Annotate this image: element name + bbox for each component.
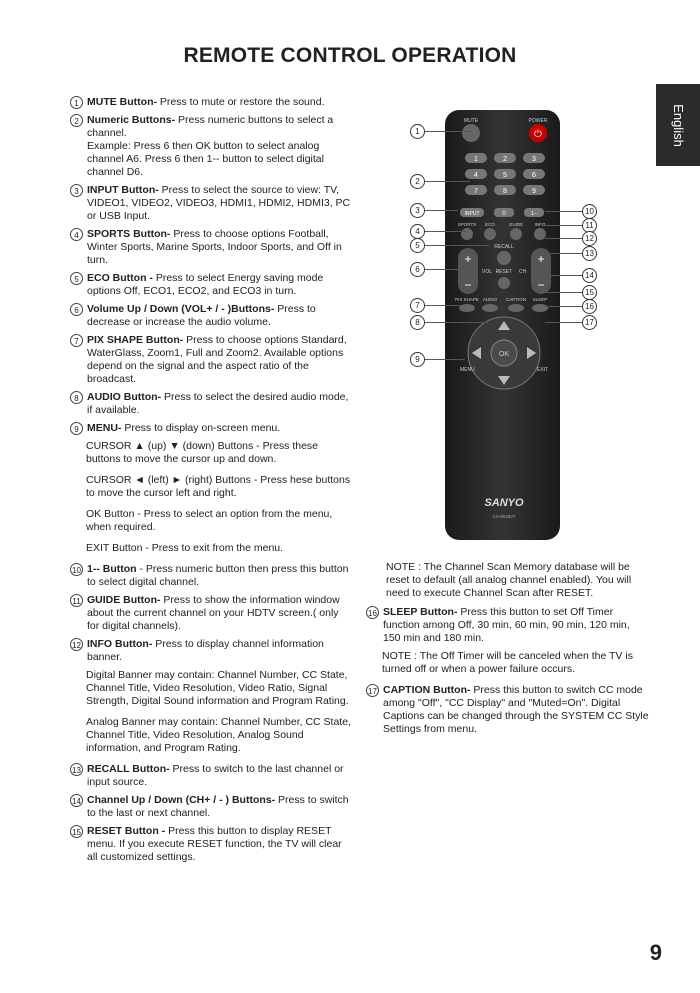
callout-line bbox=[425, 322, 487, 323]
power-label: POWER bbox=[528, 118, 548, 124]
digit-label: 1 bbox=[474, 156, 478, 163]
item-text: Press to select Energy saving mode options Off, ECO1, ECO2, and ECO3 in turn. bbox=[87, 272, 324, 297]
item-number: 6 bbox=[70, 303, 83, 316]
instruction-item bbox=[70, 825, 352, 864]
mute-label: MUTE bbox=[463, 118, 479, 124]
instruction-item bbox=[366, 606, 650, 645]
item-text: Press this button to set Off Timer function among Off, 30 min, 60 min, 90 min, 120 min, 150 min and 180 min. bbox=[383, 606, 630, 644]
callout-marker: 8 bbox=[410, 315, 425, 330]
callout-marker: 14 bbox=[582, 268, 597, 283]
input-label: INPUT bbox=[464, 211, 480, 217]
reset-button bbox=[498, 277, 510, 289]
digit-label: 7 bbox=[474, 188, 478, 195]
item-sub-paragraph: Digital Banner may contain: Channel Number, CC State, Channel Title, Video Resolution, Video Ratio, Signal Strength, Digital Sound information and Program Rating. bbox=[86, 669, 349, 707]
item-title: Channel Up / Down (CH+ / - ) Buttons- bbox=[87, 794, 276, 806]
item-number: 8 bbox=[70, 391, 83, 404]
callout-line bbox=[425, 131, 470, 132]
item-number: 13 bbox=[70, 763, 83, 776]
callout-marker: 13 bbox=[582, 246, 597, 261]
digit-label: 9 bbox=[532, 188, 536, 195]
item-title: ECO Button - bbox=[87, 272, 153, 284]
callout-marker: 3 bbox=[410, 203, 425, 218]
item-title: INFO Button- bbox=[87, 638, 153, 650]
callout-marker: 17 bbox=[582, 315, 597, 330]
item-text: Press to decrease or increase the audio volume. bbox=[87, 303, 316, 328]
item-number: 12 bbox=[70, 638, 83, 651]
zero-label: 0 bbox=[502, 211, 506, 217]
digit-label: 4 bbox=[474, 172, 478, 179]
item-number: 3 bbox=[70, 184, 83, 197]
remote-bottom-label: SLEEP bbox=[532, 297, 548, 302]
model-label: CS-90283T bbox=[492, 514, 516, 519]
callout-line bbox=[545, 306, 582, 307]
item-text: Press to select the desired audio mode, if available. bbox=[87, 391, 349, 416]
remote-bottom-label: AUDIO bbox=[482, 297, 498, 302]
callout-marker: 6 bbox=[410, 262, 425, 277]
ch-plus: + bbox=[537, 252, 545, 266]
item-title: MUTE Button- bbox=[87, 96, 157, 108]
callout-line bbox=[545, 211, 582, 212]
item-sub-paragraph: CURSOR ▲ (up) ▼ (down) Buttons - Press these buttons to move the cursor up and down. bbox=[86, 440, 319, 465]
item-number: 4 bbox=[70, 228, 83, 241]
item-title: Volume Up / Down (VOL+ / - )Buttons- bbox=[87, 303, 275, 315]
callout-marker: 5 bbox=[410, 238, 425, 253]
left-column bbox=[70, 96, 352, 869]
eco-button bbox=[484, 228, 496, 240]
callout-marker: 7 bbox=[410, 298, 425, 313]
item-title: PIX SHAPE Button- bbox=[87, 334, 184, 346]
callout-line bbox=[425, 181, 470, 182]
guide-button bbox=[510, 228, 522, 240]
item-text: Press to display on-screen menu. bbox=[121, 422, 281, 434]
callout-line bbox=[425, 305, 462, 306]
instruction-item bbox=[366, 684, 650, 736]
brand-logo: SANYO bbox=[484, 497, 524, 509]
remote-row-label: INFO bbox=[534, 222, 546, 227]
item-title: SPORTS Button- bbox=[87, 228, 171, 240]
remote-control-illustration bbox=[400, 108, 610, 548]
item-text: Press this button to switch CC mode among "Off", "CC Display" and "Muted=On". Digital Captions can be changed through the SYSTEM CC Style Settings from menu. bbox=[383, 684, 649, 735]
callout-marker: 11 bbox=[582, 218, 597, 233]
digit-label: 2 bbox=[503, 156, 507, 163]
item-number: 15 bbox=[70, 825, 83, 838]
callout-line bbox=[545, 238, 582, 239]
item-title: AUDIO Button- bbox=[87, 391, 162, 403]
item-title: GUIDE Button- bbox=[87, 594, 161, 606]
sports-button bbox=[461, 228, 473, 240]
instruction-item bbox=[70, 114, 352, 179]
vol-minus: − bbox=[464, 278, 472, 292]
callout-marker: 16 bbox=[582, 299, 597, 314]
item-sub-paragraph: EXIT Button - Press to exit from the menu. bbox=[86, 542, 284, 554]
item-text: Press to mute or restore the sound. bbox=[156, 96, 325, 108]
dash-label: 1-- bbox=[530, 211, 538, 217]
instruction-item bbox=[70, 391, 352, 417]
callout-line bbox=[425, 231, 466, 232]
item-number: 7 bbox=[70, 334, 83, 347]
item-title: SLEEP Button- bbox=[383, 606, 458, 618]
digit-label: 3 bbox=[532, 156, 536, 163]
item-number: 5 bbox=[70, 272, 83, 285]
instruction-item bbox=[70, 594, 352, 633]
callout-marker: 15 bbox=[582, 285, 597, 300]
callout-marker: 4 bbox=[410, 224, 425, 239]
callout-marker: 1 bbox=[410, 124, 425, 139]
remote-row-label: GUIDE bbox=[508, 222, 524, 227]
item-title: RECALL Button- bbox=[87, 763, 170, 775]
digit-label: 5 bbox=[503, 172, 507, 179]
right-column bbox=[366, 561, 650, 741]
item-title: RESET Button - bbox=[87, 825, 166, 837]
item-title: CAPTION Button- bbox=[383, 684, 471, 696]
callout-line bbox=[425, 269, 458, 270]
callout-line bbox=[425, 359, 465, 360]
item-text: Press numeric buttons to select a channel. bbox=[87, 114, 334, 139]
menu-label: MENU bbox=[460, 367, 475, 373]
callout-line bbox=[425, 245, 489, 246]
item-sub-paragraph: OK Button - Press to select an option from the menu, when required. bbox=[86, 508, 333, 533]
mute-button bbox=[462, 124, 480, 142]
instruction-item bbox=[70, 563, 352, 589]
audio-button bbox=[482, 304, 498, 312]
item-text: Press to switch to the last channel or input source. bbox=[87, 763, 344, 788]
ok-label: OK bbox=[498, 351, 510, 358]
language-tab bbox=[656, 84, 700, 166]
exit-label: EXIT bbox=[537, 367, 549, 373]
instruction-item bbox=[70, 638, 352, 664]
digit-label: 6 bbox=[532, 172, 536, 179]
instruction-item bbox=[70, 184, 352, 223]
item-number: 2 bbox=[70, 114, 83, 127]
remote-row-label: SPORTS bbox=[457, 222, 477, 227]
item-sub-paragraph: NOTE : The Off Timer will be canceled when the TV is turned off or when a power failure occurs. bbox=[382, 650, 633, 675]
instruction-item bbox=[70, 272, 352, 298]
ch-label: CH bbox=[519, 269, 527, 275]
item-text: Press to choose options Standard, WaterGlass, Zoom1, Full and Zoom2. Available options depend on the signal and the aspect ratio of the broadcast. bbox=[87, 334, 347, 385]
item-sub-paragraph: CURSOR ◄ (left) ► (right) Buttons - Press hese buttons to move the cursor left and right. bbox=[86, 474, 351, 499]
item-text: Press to display channel information banner. bbox=[87, 638, 324, 663]
remote-bottom-label: PIX SHAPE bbox=[455, 297, 479, 302]
instruction-item bbox=[70, 334, 352, 386]
digit-label: 8 bbox=[503, 188, 507, 195]
callout-marker: 2 bbox=[410, 174, 425, 189]
item-number: 16 bbox=[366, 606, 379, 619]
item-title: MENU- bbox=[87, 422, 122, 434]
item-number: 17 bbox=[366, 684, 379, 697]
callout-marker: 10 bbox=[582, 204, 597, 219]
language-label: English bbox=[670, 103, 686, 147]
item-number: 11 bbox=[70, 594, 83, 607]
item-number: 9 bbox=[70, 422, 83, 435]
callout-line bbox=[425, 210, 458, 211]
callout-line bbox=[545, 292, 582, 293]
item-text: Press to switch to the last or next channel. bbox=[87, 794, 349, 819]
page-title: REMOTE CONTROL OPERATION bbox=[183, 44, 517, 67]
ch-minus: − bbox=[537, 278, 545, 292]
item-text: - Press numeric button then press this button to select digital channel. bbox=[87, 563, 349, 588]
recall-button bbox=[497, 251, 511, 265]
vol-plus: + bbox=[464, 252, 472, 266]
callout-marker: 9 bbox=[410, 352, 425, 367]
callout-line bbox=[545, 253, 582, 254]
instruction-item bbox=[70, 228, 352, 267]
page-number: 9 bbox=[649, 940, 662, 965]
remote-bottom-label: CAPTION bbox=[505, 297, 527, 302]
instruction-item bbox=[70, 303, 352, 329]
item-text: Press to choose options Football, Winter Sports, Marine Sports, Indoor Sports, and Off in turn. bbox=[87, 228, 342, 266]
callout-line bbox=[545, 322, 582, 323]
instruction-item bbox=[70, 763, 352, 789]
instruction-item bbox=[70, 794, 352, 820]
item-number: 1 bbox=[70, 96, 83, 109]
item-number: 10 bbox=[70, 563, 83, 576]
item-sub-paragraph: Analog Banner may contain: Channel Number, CC State, Channel Title, Video Resolution, Analog Sound information, and Program Rating. bbox=[86, 716, 351, 754]
power-icon: ⏻ bbox=[534, 129, 542, 140]
item-number: 14 bbox=[70, 794, 83, 807]
reset-note: NOTE : The Channel Scan Memory database will be reset to default (all analog channel enabled). You will need to execute Channel Scan after RESET. bbox=[386, 561, 632, 599]
instruction-item bbox=[70, 422, 352, 435]
recall-label: RECALL bbox=[494, 244, 514, 250]
item-title: INPUT Button- bbox=[87, 184, 159, 196]
vol-label: VOL bbox=[482, 269, 493, 275]
item-extra: Example: Press 6 then OK button to select analog channel A6. Press 6 then 1-- button to select digital channel D6. bbox=[87, 140, 324, 178]
item-title: 1-- Button bbox=[87, 563, 137, 575]
callout-line bbox=[545, 225, 582, 226]
callout-line bbox=[545, 275, 582, 276]
item-text: Press this button to display RESET menu. If you execute RESET function, the TV will clear all customized settings. bbox=[87, 825, 342, 863]
reset-label: RESET bbox=[495, 269, 513, 275]
instruction-item bbox=[70, 96, 352, 109]
caption-button bbox=[508, 304, 524, 312]
item-text: Press to select the source to view: TV, VIDEO1, VIDEO2, VIDEO3, HDMI1, HDMI2, HDMI3, PC or USB Input. bbox=[87, 184, 351, 222]
remote-row-label: ECO bbox=[485, 222, 495, 227]
item-title: Numeric Buttons- bbox=[87, 114, 176, 126]
item-text: Press to show the information window about the current channel on your HDTV screen.( only for digital channels). bbox=[87, 594, 340, 632]
callout-marker: 12 bbox=[582, 231, 597, 246]
